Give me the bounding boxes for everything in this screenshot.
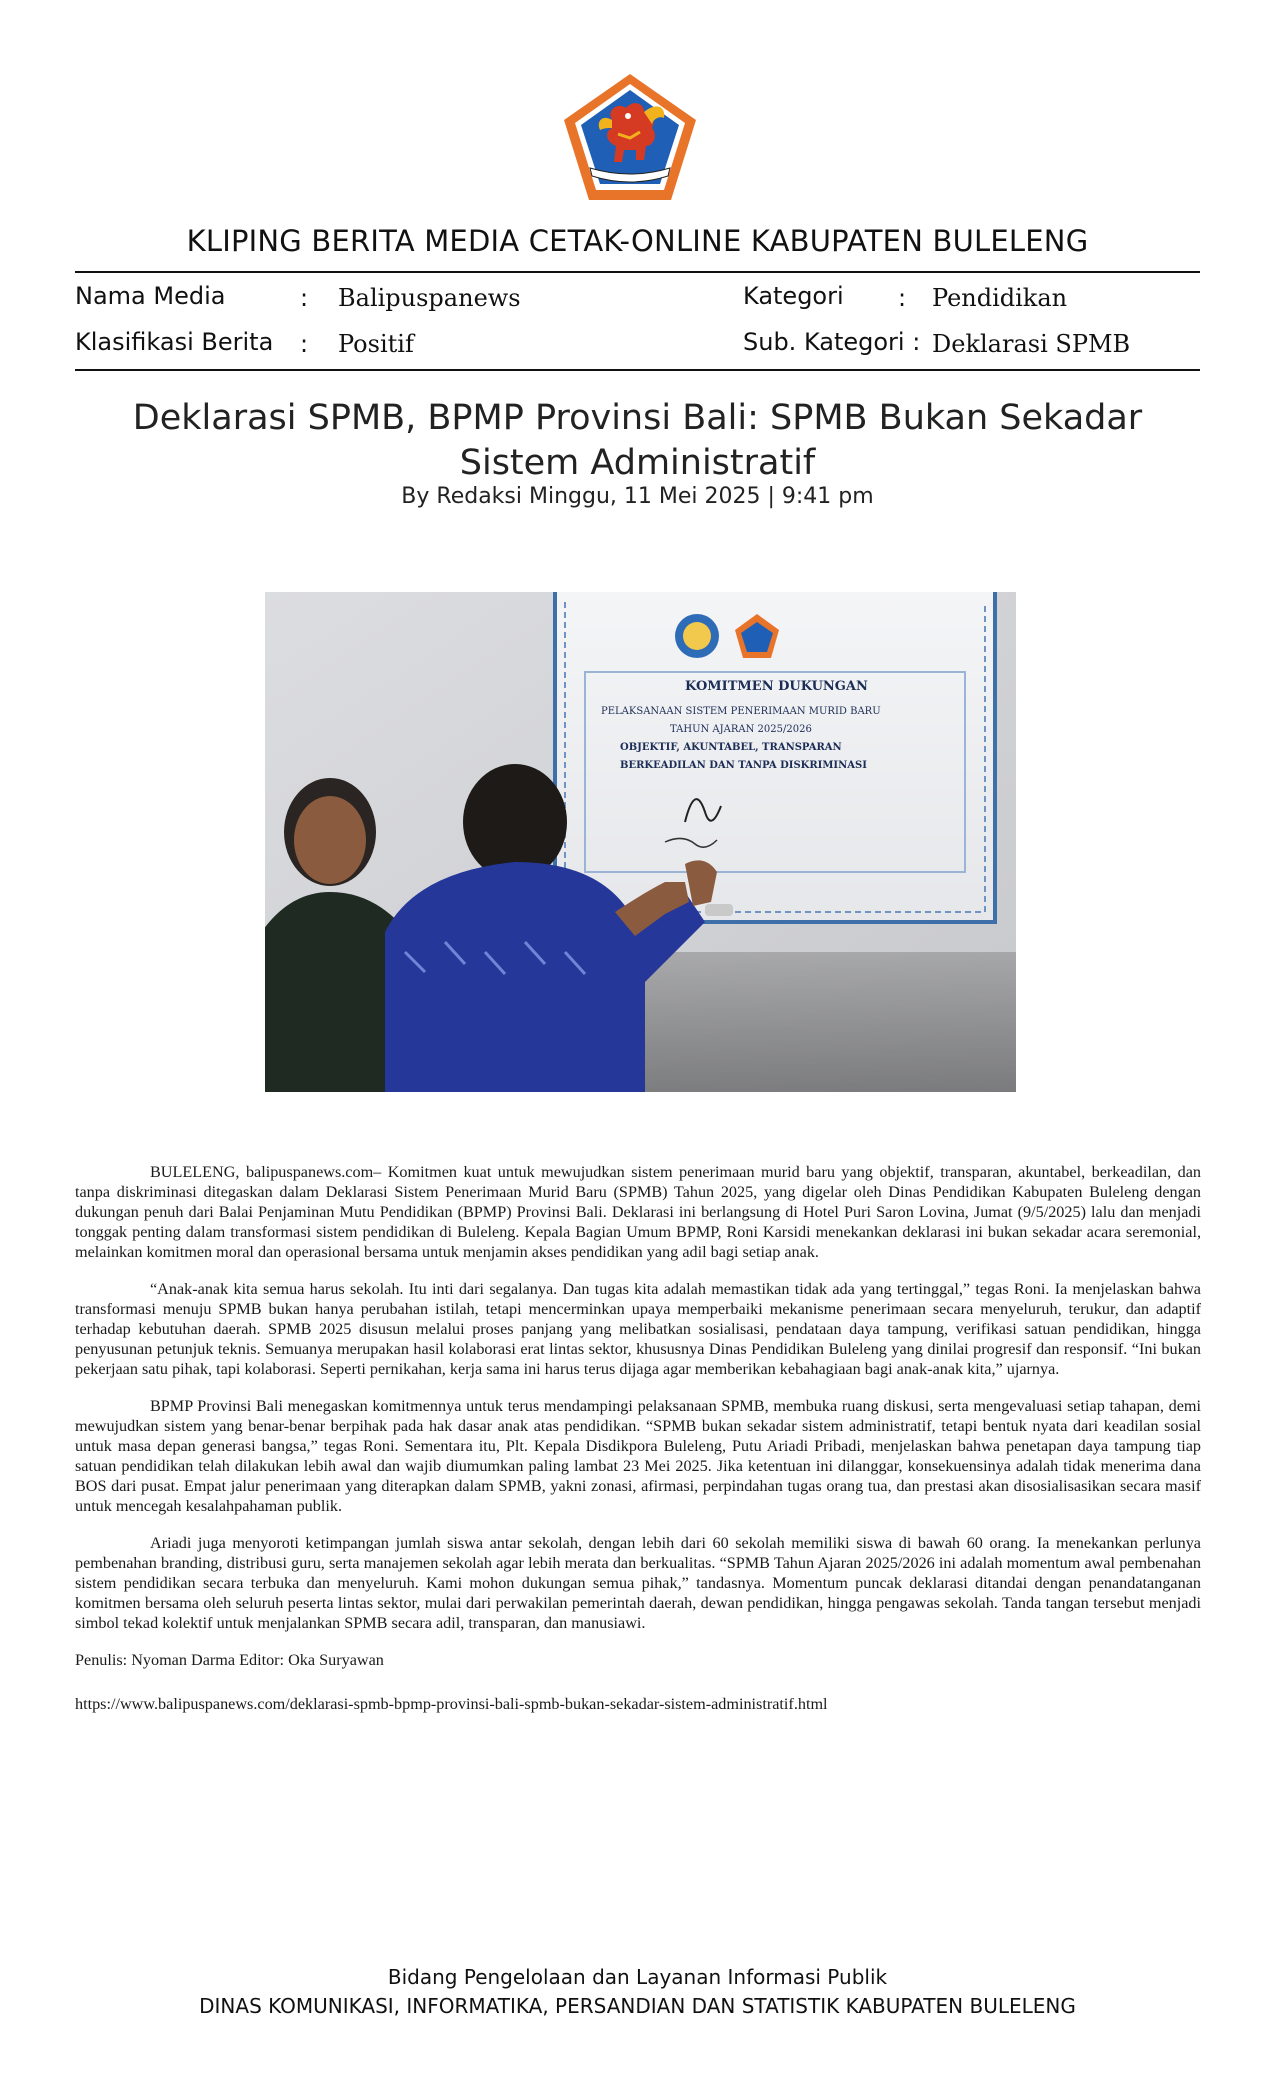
signing-ceremony-photo — [265, 592, 1016, 1092]
board-line-2: TAHUN AJARAN 2025/2026 — [670, 724, 812, 735]
top-divider — [75, 271, 1200, 273]
article-paragraph: “Anak-anak kita semua harus sekolah. Itu inti dari segalanya. Dan tugas kita adalah memastikan tidak ada yang tertinggal,” tegas Roni. Ia menjelaskan bahwa transformasi menuju SPMB bukan hanya perubahan istilah, tetapi mencerminkan upaya memperbaiki mekanisme penerimaan secara menyeluruh, terukur, dan adaptif terhadap kebutuhan daerah. SPMB 2025 disusun melalui proses panjang yang melibatkan sosialisasi, pendataan daya tampung, verifikasi satuan pendidikan, hingga penyusunan petunjuk teknis. Semuanya merupakan hasil kolaborasi erat lintas sektor, khususnya Dinas Pendidikan Buleleng yang dinilai progresif dan responsif. “Ini bukan pekerjaan satu pihak, tapi kolaborasi. Seperti pernikahan, kerja sama ini harus terus dijaga agar memberikan kebahagiaan bagi anak-anak kita,” ujarnya. — [75, 1280, 1201, 1378]
bottom-divider — [75, 369, 1200, 371]
footer-agency: DINAS KOMUNIKASI, INFORMATIKA, PERSANDIAN DAN STATISTIK KABUPATEN BULELENG — [199, 1994, 1076, 2018]
document-title: KLIPING BERITA MEDIA CETAK-ONLINE KABUPATEN BULELENG — [186, 224, 1089, 258]
board-line-3: OBJEKTIF, AKUNTABEL, TRANSPARAN — [620, 742, 842, 753]
subcategory-value: Deklarasi SPMB — [932, 330, 1131, 358]
headline-line-1: Deklarasi SPMB, BPMP Provinsi Bali: SPMB Bukan Sekadar — [132, 398, 1143, 438]
subcategory-label: Sub. Kategori : — [743, 328, 921, 356]
board-line-4: BERKEADILAN DAN TANPA DISKRIMINASI — [620, 760, 867, 771]
category-label: Kategori — [743, 282, 844, 310]
article-headline — [0, 396, 1275, 486]
media-separator: : — [300, 284, 309, 312]
footer-division: Bidang Pengelolaan dan Layanan Informasi Publik — [387, 1965, 888, 1989]
article-paragraph: Ariadi juga menyoroti ketimpangan jumlah siswa antar sekolah, dengan lebih dari 60 sekolah memiliki siswa di bawah 60 orang. Ia menekankan perlunya pembenahan branding, distribusi guru, serta manajemen sekolah agar lebih merata dan berkualitas. “SPMB Tahun Ajaran 2025/2026 ini adalah momentum awal pembenahan sistem pendidikan secara terbuka dan menyeluruh. Kami mohon dukungan semua pihak,” tandasnya. Momentum puncak deklarasi ditandai dengan penandatanganan komitmen bersama oleh seluruh peserta lintas sektor, mulai dari perwakilan pemerintah daerah, dewan pendidikan, hingga pengawas sekolah. Tanda tangan tersebut menjadi simbol tekad kolektif untuk menjalankan SPMB secara adil, transparan, dan manusiawi. — [75, 1534, 1201, 1632]
category-value: Pendidikan — [932, 284, 1068, 312]
media-label: Nama Media — [75, 282, 226, 310]
media-value: Balipuspanews — [338, 284, 521, 312]
classification-value: Positif — [338, 330, 414, 358]
board-heading: KOMITMEN DUKUNGAN — [685, 679, 868, 694]
headline-line-2: Sistem Administratif — [459, 443, 816, 483]
article-paragraph: BPMP Provinsi Bali menegaskan komitmennya untuk terus mendampingi pelaksanaan SPMB, membuka ruang diskusi, serta mengevaluasi setiap tahapan, demi mewujudkan sistem yang benar-benar berpihak pada hak dasar anak atas pendidikan. “SPMB bukan sekadar sistem administratif, tetapi bentuk nyata dari keadilan sosial untuk masa depan generasi bangsa,” tegas Roni. Sementara itu, Plt. Kepala Disdikpora Buleleng, Putu Ariadi Pribadi, menjelaskan bahwa penetapan daya tampung tiap satuan pendidikan telah dilakukan lebih awal dan wajib diumumkan paling lambat 23 Mei 2025. Jika ketentuan ini dilanggar, konsekuensinya adalah tidak menerima dana BOS dari pusat. Empat jalur penerimaan yang diterapkan dalam SPMB, yakni zonasi, afirmasi, perpindahan tugas orang tua, dan prestasi akan disosialisasikan secara masif untuk mencegah kesalahpahaman publik. — [75, 1397, 1201, 1515]
source-url[interactable]: https://www.balipuspanews.com/deklarasi-spmb-bpmp-provinsi-bali-spmb-bukan-sekadar-sistem-administratif.html — [75, 1695, 828, 1713]
board-line-1: PELAKSANAAN SISTEM PENERIMAAN MURID BARU — [601, 706, 881, 717]
article-credits: Penulis: Nyoman Darma Editor: Oka Suryawan — [75, 1651, 384, 1669]
article-byline: By Redaksi Minggu, 11 Mei 2025 | 9:41 pm — [401, 484, 874, 509]
buleleng-emblem-icon — [560, 72, 700, 204]
classification-label: Klasifikasi Berita — [75, 328, 274, 356]
classification-separator: : — [300, 330, 309, 358]
article-body — [75, 1162, 1201, 1731]
category-separator: : — [898, 284, 907, 312]
article-paragraph: BULELENG, balipuspanews.com– Komitmen kuat untuk mewujudkan sistem penerimaan murid baru yang objektif, transparan, akuntabel, berkeadilan, dan tanpa diskriminasi ditegaskan dalam Deklarasi Sistem Penerimaan Murid Baru (SPMB) Tahun 2025, yang digelar oleh Dinas Pendidikan Kabupaten Buleleng dengan dukungan penuh dari Balai Penjaminan Mutu Pendidikan (BPMP) Provinsi Bali. Deklarasi ini berlangsung di Hotel Puri Saron Lovina, Jumat (9/5/2025) lalu dan menjadi tonggak penting dalam transformasi sistem pendidikan di Buleleng. Kepala Bagian Umum BPMP, Roni Karsidi menekankan deklarasi ini bukan sekadar acara seremonial, melainkan komitmen moral dan operasional bersama untuk menjamin akses pendidikan yang adil bagi setiap anak. — [75, 1163, 1201, 1261]
